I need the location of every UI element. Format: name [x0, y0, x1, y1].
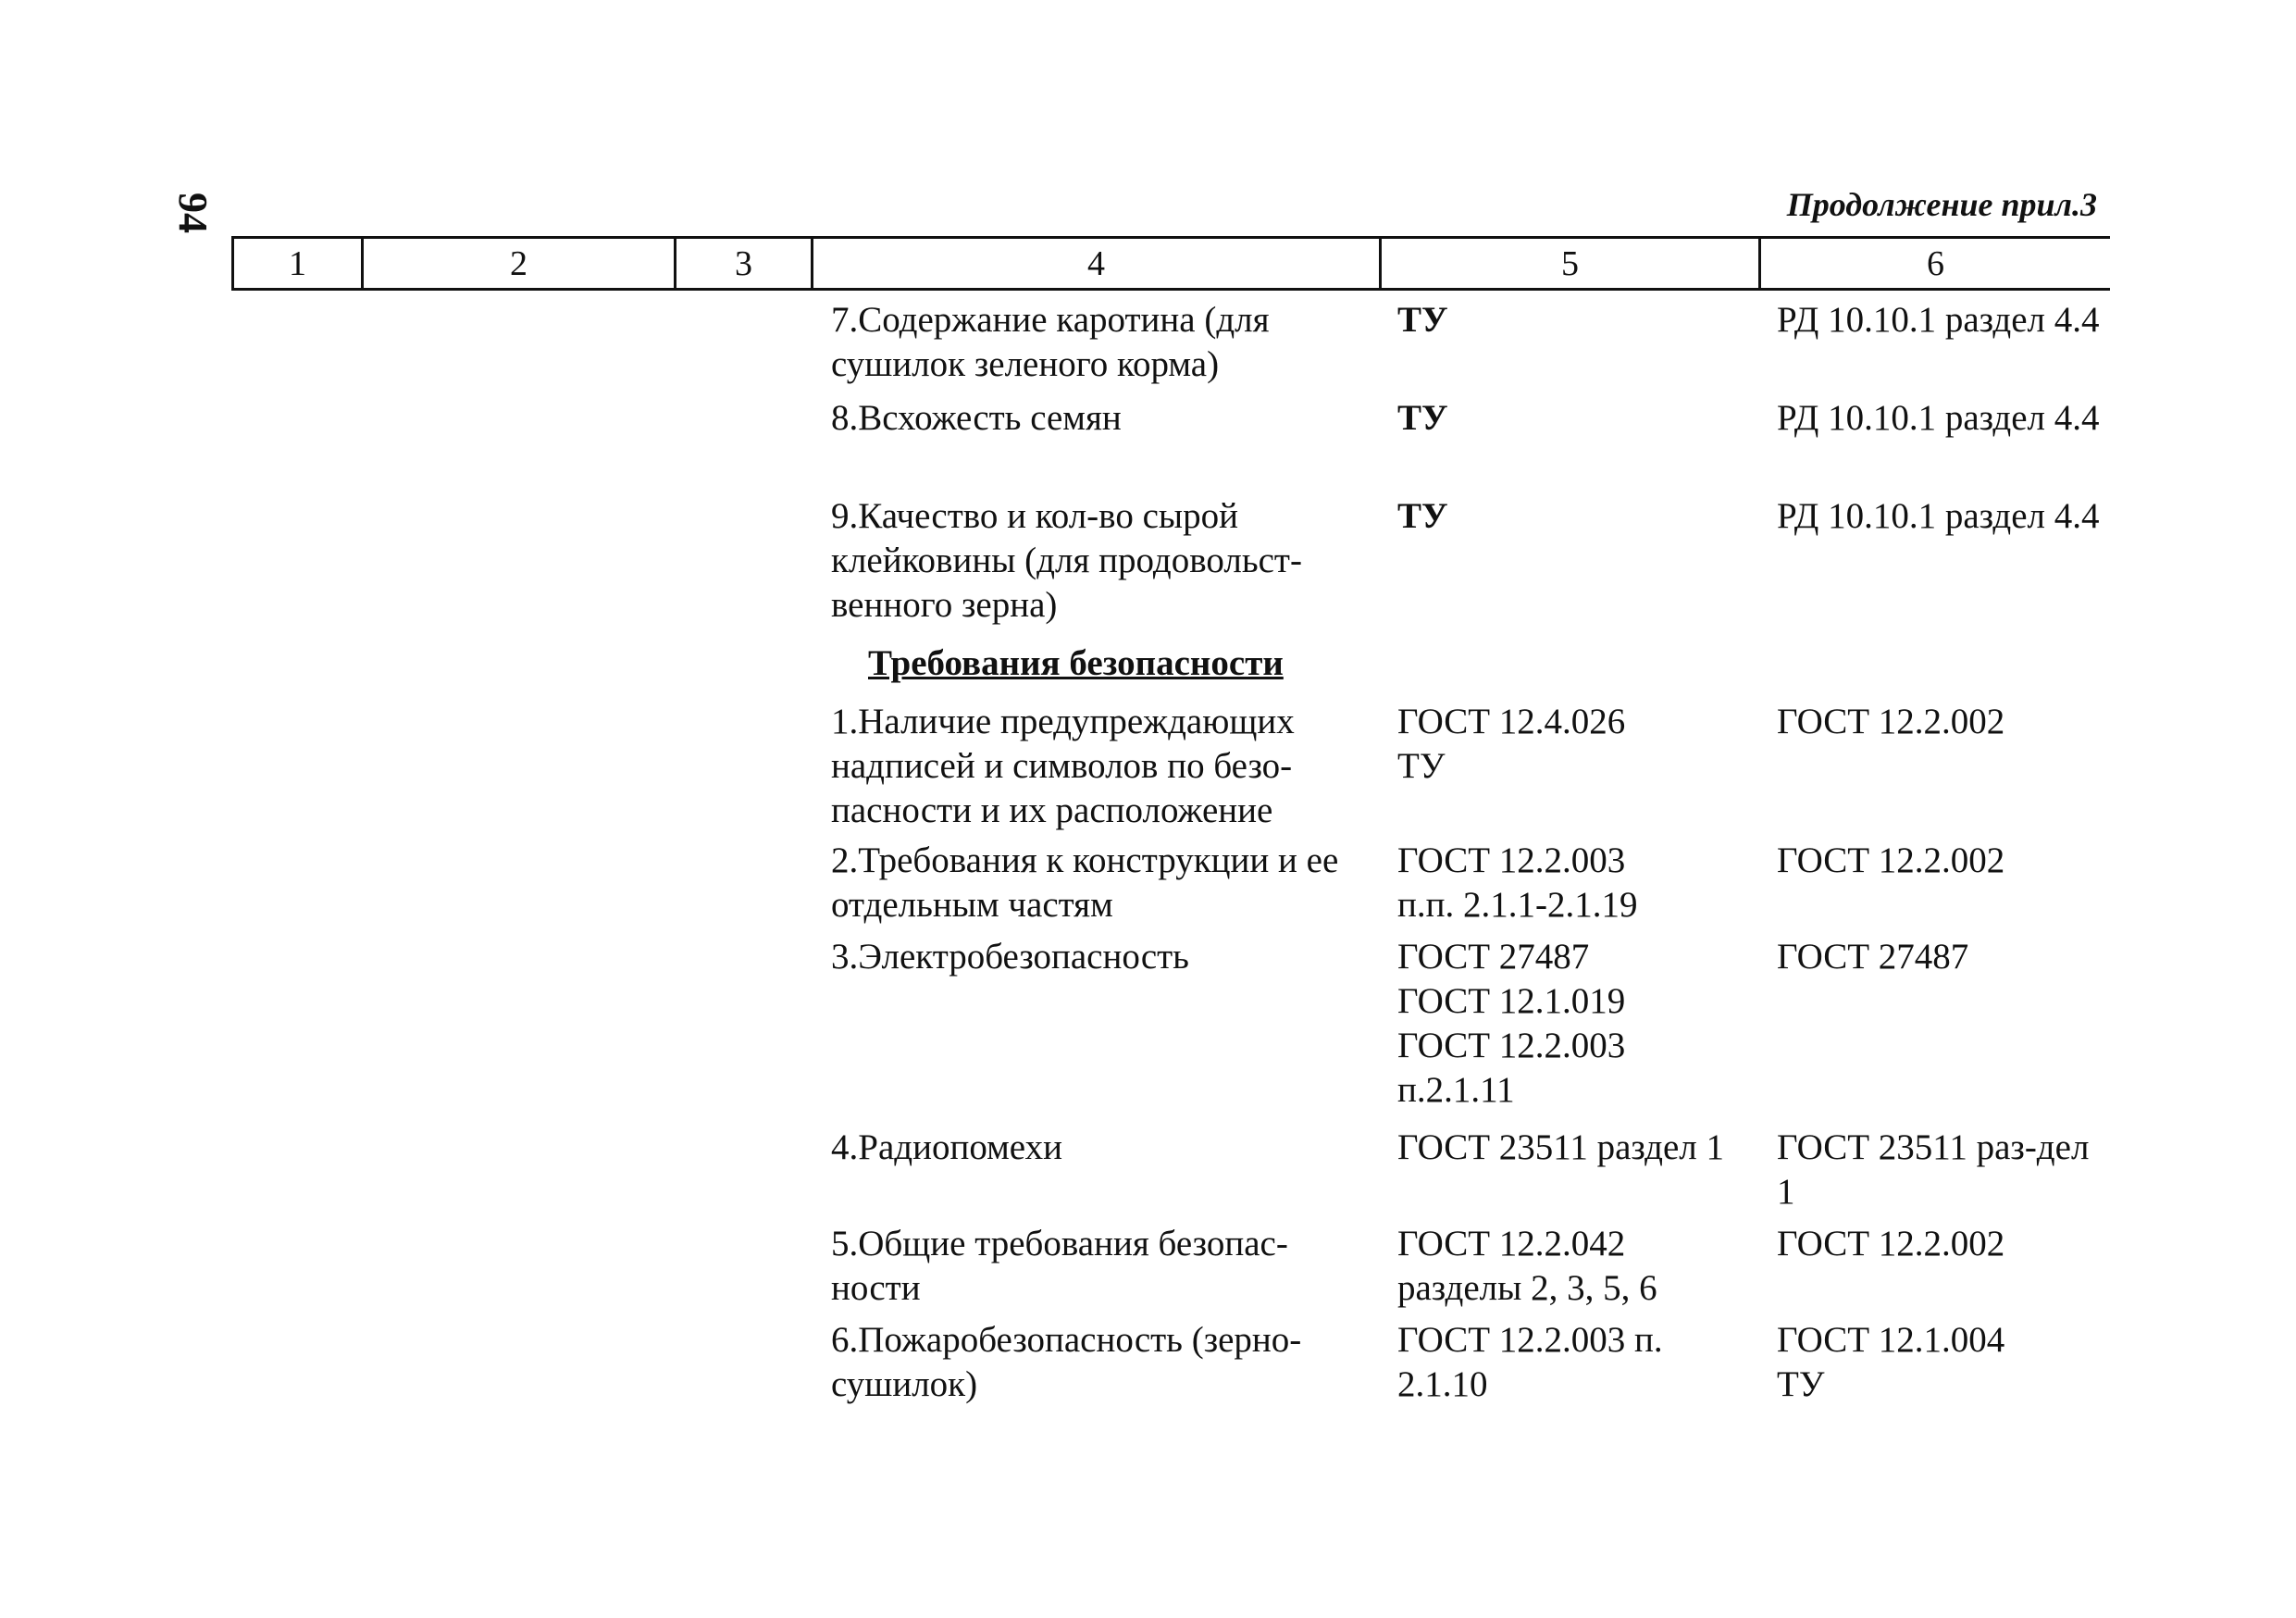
row-a2-normative: ТУ: [1397, 398, 1448, 438]
column-number-2: 2: [510, 244, 527, 283]
row-b6-normative: ГОСТ 12.2.003 п. 2.1.10: [1397, 1320, 1663, 1404]
row-a1-criterion: 7.Содержание каротина (для сушилок зеленого корма): [831, 300, 1270, 384]
column-number-6: 6: [1927, 244, 1944, 283]
page-number: 94: [170, 193, 216, 233]
row-b4-criterion: 4.Радиопомехи: [831, 1127, 1062, 1167]
column-number-1: 1: [289, 244, 306, 283]
row-b5-normative: ГОСТ 12.2.042 разделы 2, 3, 5, 6: [1397, 1224, 1657, 1308]
row-b4-method: ГОСТ 23511 раз-дел 1: [1777, 1127, 2090, 1212]
row-b6-method: ГОСТ 12.1.004 ТУ: [1777, 1320, 2005, 1404]
row-b2-method: ГОСТ 12.2.002: [1777, 840, 2005, 880]
section-title: Требования безопасности: [868, 643, 1284, 683]
row-b3-method: ГОСТ 27487: [1777, 937, 1969, 977]
row-b5-criterion: 5.Общие требования безопас-ности: [831, 1224, 1288, 1308]
row-b2-criterion: 2.Требования к конструкции и ее отдельным частям: [831, 840, 1339, 925]
row-b4-normative: ГОСТ 23511 раздел 1: [1397, 1127, 1724, 1167]
table-header-bottom-rule: [231, 288, 2110, 291]
row-a3-normative: ТУ: [1397, 496, 1448, 536]
row-b3-criterion: 3.Электробезопасность: [831, 937, 1189, 977]
table-top-rule: [231, 236, 2110, 239]
row-b1-criterion: 1.Наличие предупреждающих надписей и символов по безо-пасности и их расположение: [831, 702, 1295, 830]
row-a1-normative: ТУ: [1397, 300, 1448, 340]
row-a3-method: РД 10.10.1 раздел 4.4: [1777, 496, 2100, 536]
row-b6-criterion: 6.Пожаробезопасность (зерно-сушилок): [831, 1320, 1302, 1404]
row-a2-criterion: 8.Всхожесть семян: [831, 398, 1122, 438]
row-b3-normative: ГОСТ 27487 ГОСТ 12.1.019 ГОСТ 12.2.003 п.2.1.11: [1397, 937, 1626, 1110]
row-b1-method: ГОСТ 12.2.002: [1777, 702, 2005, 741]
row-a3-criterion: 9.Качество и кол-во сырой клейковины (для продовольст-венного зерна): [831, 496, 1302, 625]
row-b2-normative: ГОСТ 12.2.003 п.п. 2.1.1-2.1.19: [1397, 840, 1638, 925]
column-number-4: 4: [1087, 244, 1105, 283]
row-b5-method: ГОСТ 12.2.002: [1777, 1224, 2005, 1263]
column-number-3: 3: [735, 244, 752, 283]
column-number-5: 5: [1561, 244, 1579, 283]
row-a1-method: РД 10.10.1 раздел 4.4: [1777, 300, 2100, 340]
row-b1-normative: ГОСТ 12.4.026 ТУ: [1397, 702, 1626, 786]
continuation-label: Продолжение прил.3: [1786, 186, 2097, 223]
row-a2-method: РД 10.10.1 раздел 4.4: [1777, 398, 2100, 438]
